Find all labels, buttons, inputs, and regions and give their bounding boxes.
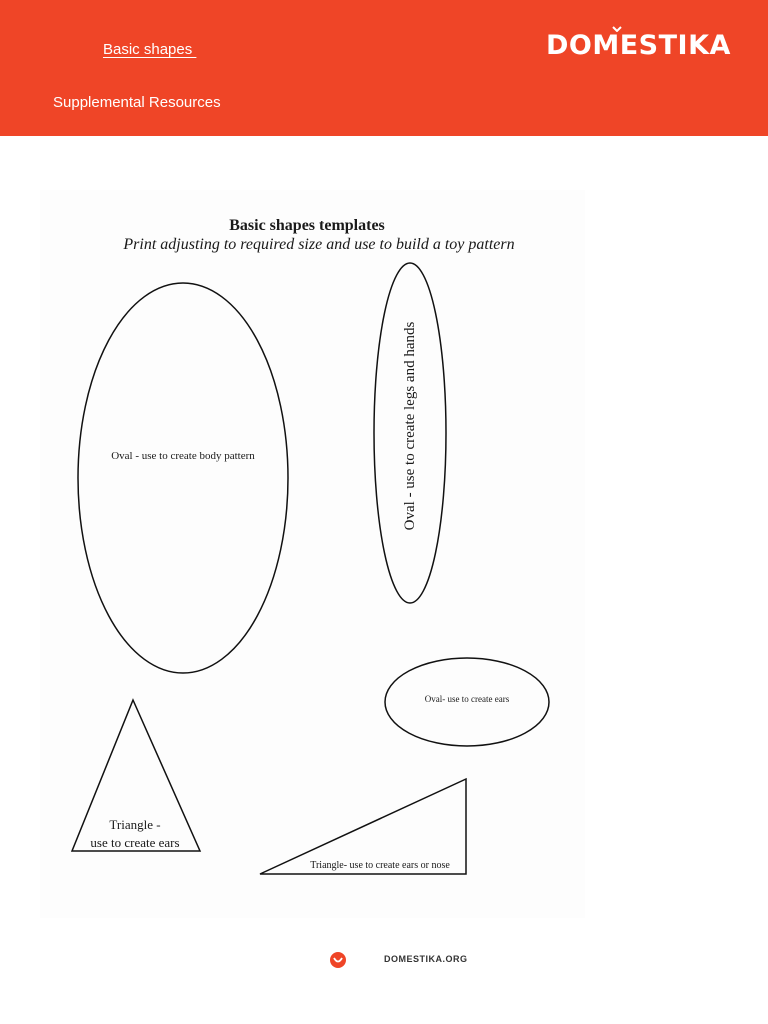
ear-triangle-label-line2: use to create ears [90,835,180,850]
domestika-heart-icon [330,952,346,968]
ear-triangle-label-line1: Triangle - [109,817,161,832]
ears-oval-label: Oval- use to create ears [424,694,510,704]
basic-shapes-link[interactable]: Basic shapes [103,41,197,58]
template-instruction: Print adjusting to required size and use to build a toy pattern [123,236,515,253]
body-oval-label: Oval - use to create body pattern [111,450,255,462]
limbs-oval-label: Oval - use to create legs and hands [402,321,418,531]
template-heading: Basic shapes templates [229,217,385,234]
supplemental-resources-label: Supplemental Resources [53,94,221,111]
domestika-logo: DOMESTIKA [546,30,731,61]
body-oval-shape [78,283,288,673]
nose-triangle-label: Triangle- use to create ears or nose [310,860,450,871]
footer-site-link[interactable]: DOMESTIKA.ORG [384,954,468,964]
